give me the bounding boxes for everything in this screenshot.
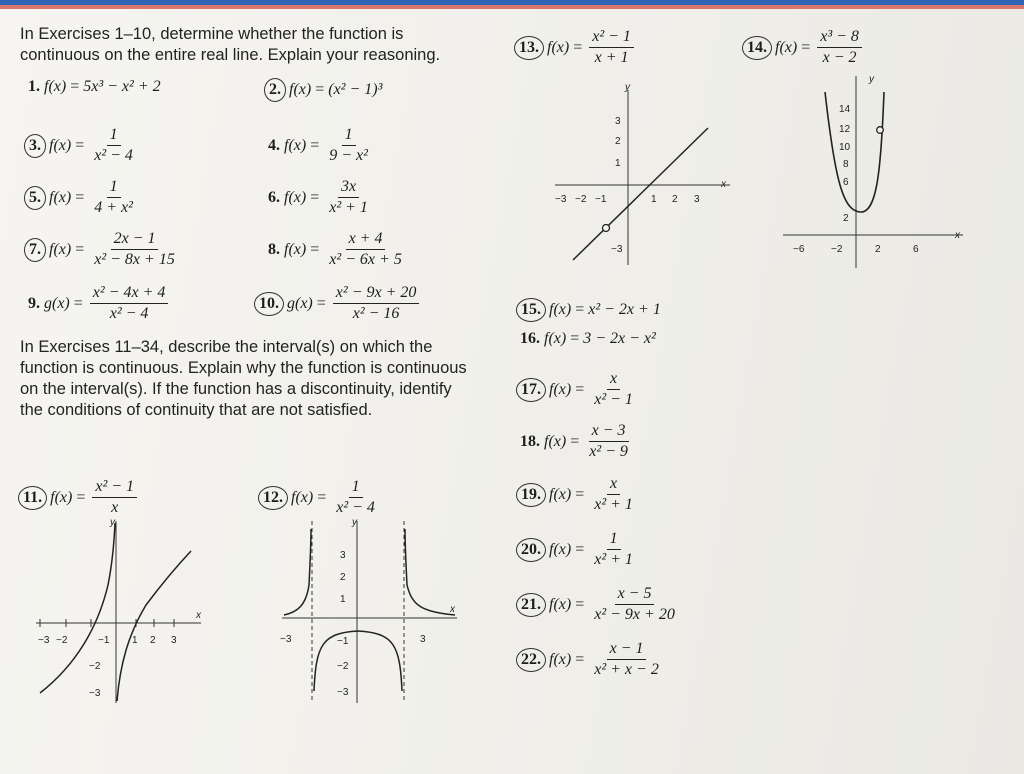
ytick-label: 10 xyxy=(839,142,851,153)
function-name: f(x) xyxy=(289,81,312,98)
denominator: x² − 4 xyxy=(109,305,149,322)
ytick-label: 6 xyxy=(843,177,849,188)
x-axis-label: x xyxy=(196,610,201,621)
exercise-number: 18. xyxy=(520,432,540,450)
exercise-10 xyxy=(258,284,422,323)
exercise-number: 17. xyxy=(516,378,546,402)
equals-sign: = xyxy=(75,136,85,154)
fraction xyxy=(591,475,636,514)
numerator: 3x xyxy=(338,178,359,198)
numerator: x − 3 xyxy=(589,422,629,442)
ytick-label: 14 xyxy=(839,104,851,115)
denominator: 9 − x² xyxy=(329,147,368,164)
function-name: f(x) xyxy=(284,136,307,154)
exercise-number: 12. xyxy=(258,486,288,510)
equals-sign: = xyxy=(575,540,585,558)
exercise-16 xyxy=(520,330,656,348)
equals-sign: = xyxy=(310,240,320,258)
xtick-label: −3 xyxy=(555,194,567,205)
exercise-number: 10. xyxy=(254,292,284,316)
exercise-20 xyxy=(520,530,639,569)
exercise-number: 2. xyxy=(264,78,286,102)
fraction xyxy=(591,585,678,624)
denominator: 4 + x² xyxy=(94,199,133,216)
x-axis-label: x xyxy=(721,179,726,190)
xtick-label: −3 xyxy=(38,635,50,646)
exercise-14 xyxy=(746,28,865,67)
numerator: 1 xyxy=(349,478,363,498)
function-name: f(x) xyxy=(549,540,572,558)
exercise-number: 14. xyxy=(742,36,772,60)
function-expression: (x² − 1)³ xyxy=(328,81,383,98)
xtick-label: −6 xyxy=(793,244,805,255)
denominator: x² − 4 xyxy=(94,147,133,164)
ytick-label: −3 xyxy=(337,687,349,698)
fraction xyxy=(91,230,178,269)
equals-sign: = xyxy=(570,432,580,450)
xtick-label: 2 xyxy=(150,635,156,646)
ytick-label: 12 xyxy=(839,124,851,135)
function-name: g(x) xyxy=(44,294,70,312)
exercise-number: 11. xyxy=(18,486,47,510)
exercise-18 xyxy=(520,422,634,461)
ytick-label: −3 xyxy=(89,688,101,699)
fraction xyxy=(333,284,420,323)
graph-14 xyxy=(783,70,968,270)
equals-sign: = xyxy=(801,38,811,56)
xtick-label: 1 xyxy=(651,194,657,205)
instructions-11-34: In Exercises 11–34, describe the interval(s) on which the function is continuous. Explain why the function is continuous on the interval(s). If the function has a discontinuity, identify the conditions of continuity that are not satisfied. xyxy=(20,338,467,419)
xtick-label: 1 xyxy=(132,635,138,646)
fraction xyxy=(591,370,636,409)
numerator: x xyxy=(607,370,620,390)
fraction xyxy=(589,28,634,67)
curve-right-branch xyxy=(405,529,455,615)
numerator: x² − 1 xyxy=(589,28,634,48)
open-point xyxy=(877,127,884,134)
xtick-label: 2 xyxy=(672,194,678,205)
fraction xyxy=(326,126,371,165)
numerator: 1 xyxy=(342,126,356,146)
xtick-label: 3 xyxy=(694,194,700,205)
denominator: x − 2 xyxy=(822,49,857,66)
equals-sign: = xyxy=(310,188,320,206)
denominator: x² − 1 xyxy=(594,391,633,408)
exercise-number: 21. xyxy=(516,593,546,617)
fraction xyxy=(591,640,662,679)
exercise-9 xyxy=(28,284,171,323)
exercise-6 xyxy=(268,178,374,217)
function-expression: 3 − 2x − x² xyxy=(583,330,656,347)
fraction xyxy=(91,126,136,165)
exercise-number: 7. xyxy=(24,238,46,262)
denominator: x² − 9 xyxy=(589,443,628,460)
function-name: f(x) xyxy=(544,432,567,450)
xtick-label: −1 xyxy=(595,194,607,205)
equals-sign: = xyxy=(573,38,583,56)
xtick-label: −2 xyxy=(575,194,587,205)
x-axis-label: x xyxy=(955,230,960,241)
function-name: f(x) xyxy=(549,595,572,613)
exercise-15 xyxy=(520,298,661,322)
exercise-8 xyxy=(268,230,408,269)
equals-sign: = xyxy=(315,81,325,98)
equals-sign: = xyxy=(75,240,85,258)
xtick-label: −2 xyxy=(56,635,68,646)
function-name: f(x) xyxy=(775,38,798,56)
function-name: f(x) xyxy=(291,488,314,506)
denominator: x² − 6x + 5 xyxy=(329,251,402,268)
exercise-number: 3. xyxy=(24,134,46,158)
equals-sign: = xyxy=(310,136,320,154)
function-name: f(x) xyxy=(549,485,572,503)
exercise-12 xyxy=(262,478,381,517)
numerator: x² − 4x + 4 xyxy=(90,284,169,304)
xtick-label: 2 xyxy=(875,244,881,255)
xtick-label: −1 xyxy=(98,635,110,646)
denominator: x² − 8x + 15 xyxy=(94,251,175,268)
exercise-number: 9. xyxy=(28,294,40,312)
ytick-label: 2 xyxy=(843,213,849,224)
numerator: 2x − 1 xyxy=(111,230,159,250)
xtick-label: −3 xyxy=(280,634,292,645)
curve-left-branch xyxy=(284,529,311,615)
fraction xyxy=(92,478,137,517)
function-name: f(x) xyxy=(549,301,572,318)
fraction xyxy=(91,178,136,217)
y-axis-label: y xyxy=(352,517,357,528)
xtick-label: 3 xyxy=(420,634,426,645)
denominator: x² + 1 xyxy=(594,551,633,568)
function-name: f(x) xyxy=(49,240,72,258)
fraction xyxy=(591,530,636,569)
exercise-2 xyxy=(268,78,382,102)
equals-sign: = xyxy=(316,294,326,312)
exercise-number: 15. xyxy=(516,298,546,322)
exercise-number: 5. xyxy=(24,186,46,210)
exercise-number: 13. xyxy=(514,36,544,60)
exercise-1 xyxy=(28,78,161,96)
denominator: x² − 4 xyxy=(336,499,375,516)
exercise-21 xyxy=(520,585,681,624)
equals-sign: = xyxy=(575,485,585,503)
y-axis-label: y xyxy=(110,517,115,528)
denominator: x + 1 xyxy=(594,49,629,66)
function-name: f(x) xyxy=(549,380,572,398)
numerator: x − 5 xyxy=(615,585,655,605)
exercise-number: 1. xyxy=(28,78,40,95)
numerator: x xyxy=(607,475,620,495)
ytick-label: −2 xyxy=(337,661,349,672)
exercise-number: 6. xyxy=(268,188,280,206)
fraction xyxy=(333,478,378,517)
exercise-5 xyxy=(28,178,139,217)
equals-sign: = xyxy=(570,330,580,347)
numerator: 1 xyxy=(107,178,121,198)
function-name: f(x) xyxy=(50,488,73,506)
exercise-4 xyxy=(268,126,374,165)
exercise-22 xyxy=(520,640,665,679)
equals-sign: = xyxy=(575,595,585,613)
numerator: x² − 9x + 20 xyxy=(333,284,420,304)
fraction xyxy=(90,284,169,323)
numerator: x³ − 8 xyxy=(817,28,862,48)
ytick-label: −2 xyxy=(89,661,101,672)
line-graph xyxy=(573,128,708,260)
function-expression: x² − 2x + 1 xyxy=(588,301,661,318)
ytick-label: 1 xyxy=(615,158,621,169)
exercise-3 xyxy=(28,126,139,165)
numerator: 1 xyxy=(607,530,621,550)
y-axis-label: y xyxy=(625,82,630,93)
numerator: x − 1 xyxy=(607,640,647,660)
parabola-curve xyxy=(825,92,884,212)
xtick-label: 3 xyxy=(171,635,177,646)
exercise-number: 4. xyxy=(268,136,280,154)
exercise-13 xyxy=(518,28,637,67)
ytick-label: −1 xyxy=(337,636,349,647)
graph-11 xyxy=(36,515,206,705)
function-name: f(x) xyxy=(549,650,572,668)
curve-middle-branch xyxy=(314,631,402,691)
ytick-label: 3 xyxy=(340,550,346,561)
denominator: x² − 16 xyxy=(352,305,400,322)
open-point xyxy=(603,225,610,232)
ytick-label: 2 xyxy=(340,572,346,583)
function-name: f(x) xyxy=(547,38,570,56)
ytick-label: 3 xyxy=(615,116,621,127)
equals-sign: = xyxy=(575,380,585,398)
fraction xyxy=(326,230,405,269)
exercise-number: 20. xyxy=(516,538,546,562)
fraction xyxy=(326,178,371,217)
numerator: x² − 1 xyxy=(92,478,137,498)
numerator: 1 xyxy=(107,126,121,146)
graph-13 xyxy=(555,82,735,267)
denominator: x² + 1 xyxy=(594,496,633,513)
exercise-11 xyxy=(22,478,140,517)
function-name: f(x) xyxy=(284,188,307,206)
equals-sign: = xyxy=(76,488,86,506)
exercise-number: 19. xyxy=(516,483,546,507)
exercise-17 xyxy=(520,370,639,409)
function-name: f(x) xyxy=(49,188,72,206)
ytick-label: 1 xyxy=(340,594,346,605)
function-expression: 5x³ − x² + 2 xyxy=(83,78,161,95)
function-name: g(x) xyxy=(287,294,313,312)
function-name: f(x) xyxy=(544,330,567,347)
denominator: x xyxy=(111,499,119,516)
y-axis-label: y xyxy=(869,74,874,85)
instructions-1-10: In Exercises 1–10, determine whether the function is continuous on the entire real line. Explain your reasoning. xyxy=(20,25,441,64)
equals-sign: = xyxy=(575,650,585,668)
curve-left-branch xyxy=(40,523,115,693)
xtick-label: 6 xyxy=(913,244,919,255)
exercise-number: 8. xyxy=(268,240,280,258)
exercise-number: 22. xyxy=(516,648,546,672)
numerator: x + 4 xyxy=(346,230,386,250)
function-name: f(x) xyxy=(49,136,72,154)
equals-sign: = xyxy=(317,488,327,506)
equals-sign: = xyxy=(575,301,585,318)
ytick-label: 2 xyxy=(615,136,621,147)
denominator: x² + 1 xyxy=(329,199,368,216)
equals-sign: = xyxy=(75,188,85,206)
x-axis-label: x xyxy=(450,604,455,615)
fraction xyxy=(586,422,631,461)
exercise-19 xyxy=(520,475,639,514)
fraction xyxy=(817,28,862,67)
denominator: x² − 9x + 20 xyxy=(594,606,675,623)
xtick-label: −2 xyxy=(831,244,843,255)
exercise-7 xyxy=(28,230,181,269)
function-name: f(x) xyxy=(44,78,67,95)
denominator: x² + x − 2 xyxy=(594,661,659,678)
ytick-label: 8 xyxy=(843,159,849,170)
equals-sign: = xyxy=(73,294,83,312)
graph-12 xyxy=(282,515,462,705)
exercise-number: 16. xyxy=(520,330,540,347)
function-name: f(x) xyxy=(284,240,307,258)
ytick-label: −3 xyxy=(611,244,623,255)
equals-sign: = xyxy=(70,78,80,95)
